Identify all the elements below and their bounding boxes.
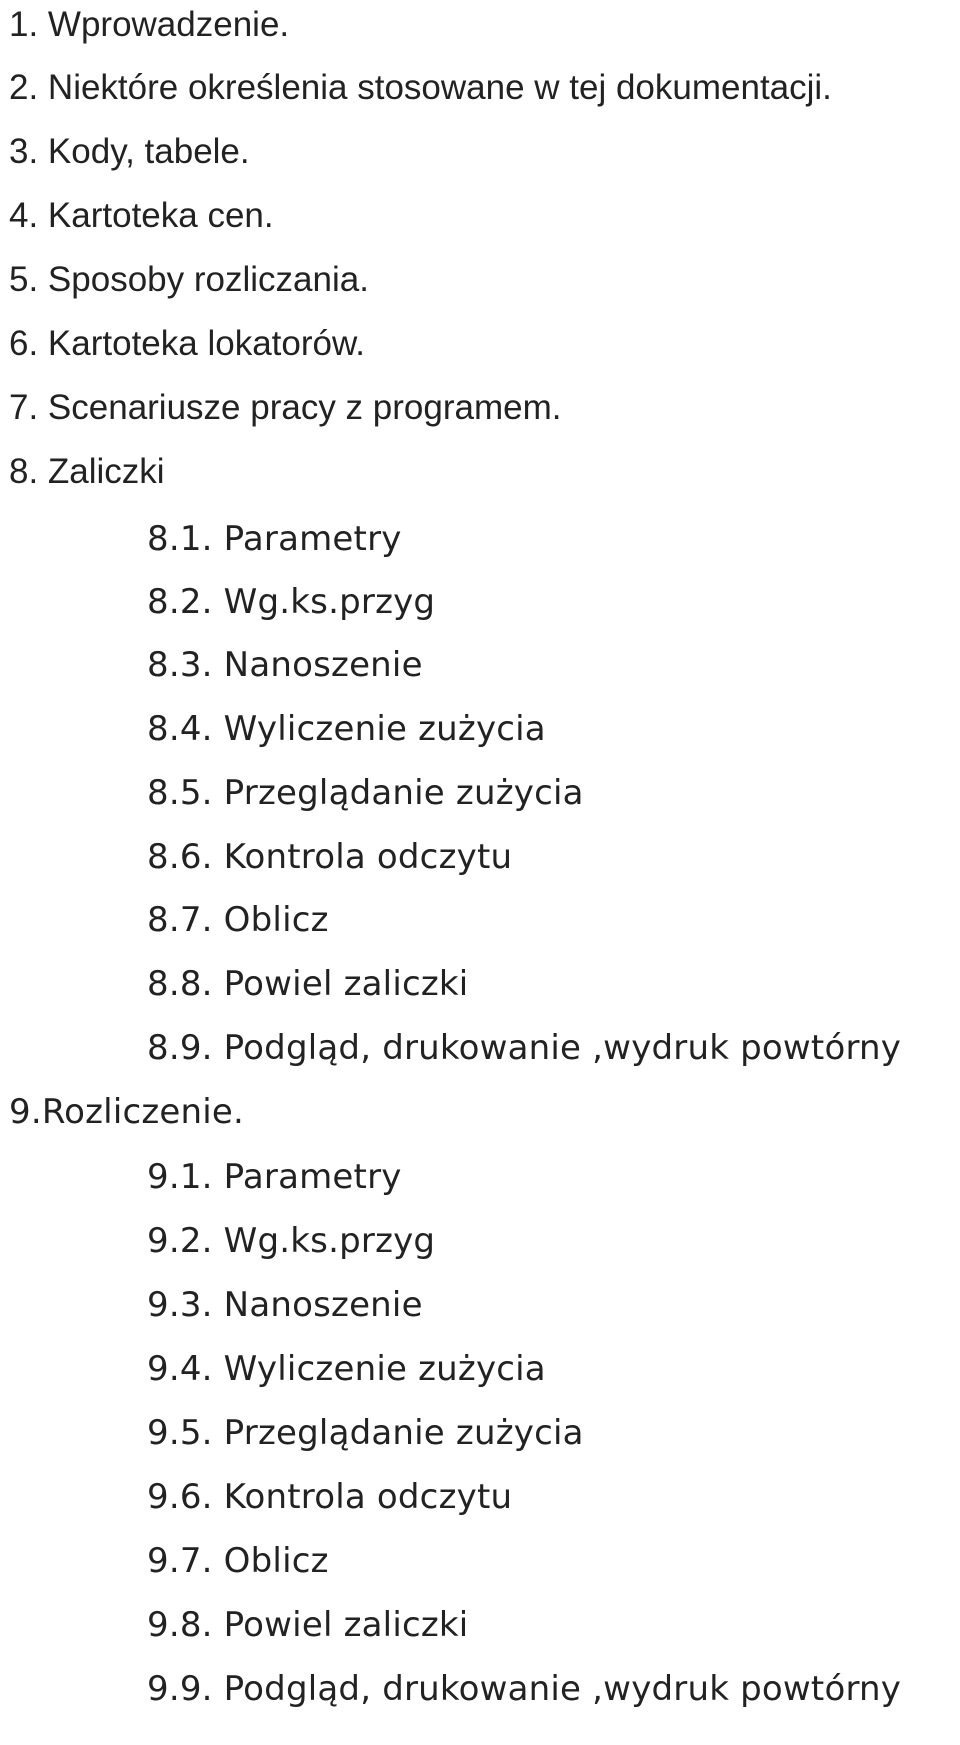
toc-subitem-9-9: 9.9. Podgląd, drukowanie ,wydruk powtórny — [147, 1669, 902, 1709]
toc-subitem-9-6: 9.6. Kontrola odczytu — [147, 1477, 513, 1517]
toc-subitem-9-7: 9.7. Oblicz — [147, 1541, 329, 1581]
toc-item-1: 1. Wprowadzenie. — [9, 5, 290, 44]
toc-subitem-8-7: 8.7. Oblicz — [147, 900, 329, 940]
toc-subitem-8-5: 8.5. Przeglądanie zużycia — [147, 773, 584, 813]
toc-subitem-9-8: 9.8. Powiel zaliczki — [147, 1605, 469, 1645]
toc-item-6: 6. Kartoteka lokatorów. — [9, 324, 366, 363]
toc-item-2: 2. Niektóre określenia stosowane w tej dokumentacji. — [9, 68, 832, 107]
toc-item-9: 9.Rozliczenie. — [9, 1092, 245, 1132]
toc-subitem-9-2: 9.2. Wg.ks.przyg — [147, 1221, 436, 1261]
toc-subitem-9-3: 9.3. Nanoszenie — [147, 1285, 423, 1325]
toc-item-5: 5. Sposoby rozliczania. — [9, 260, 369, 299]
toc-subitem-8-1: 8.1. Parametry — [147, 519, 402, 559]
toc-subitem-8-8: 8.8. Powiel zaliczki — [147, 964, 469, 1004]
toc-subitem-8-2: 8.2. Wg.ks.przyg — [147, 582, 436, 622]
toc-subitem-8-9: 8.9. Podgląd, drukowanie ,wydruk powtórny — [147, 1028, 902, 1068]
toc-item-4: 4. Kartoteka cen. — [9, 196, 274, 235]
toc-item-3: 3. Kody, tabele. — [9, 132, 250, 171]
toc-subitem-8-4: 8.4. Wyliczenie zużycia — [147, 709, 546, 749]
toc-item-8: 8. Zaliczki — [9, 452, 165, 491]
toc-subitem-9-5: 9.5. Przeglądanie zużycia — [147, 1413, 584, 1453]
toc-subitem-8-3: 8.3. Nanoszenie — [147, 645, 423, 685]
toc-subitem-9-4: 9.4. Wyliczenie zużycia — [147, 1349, 546, 1389]
toc-item-7: 7. Scenariusze pracy z programem. — [9, 388, 562, 427]
toc-subitem-8-6: 8.6. Kontrola odczytu — [147, 837, 513, 877]
toc-subitem-9-1: 9.1. Parametry — [147, 1157, 402, 1197]
